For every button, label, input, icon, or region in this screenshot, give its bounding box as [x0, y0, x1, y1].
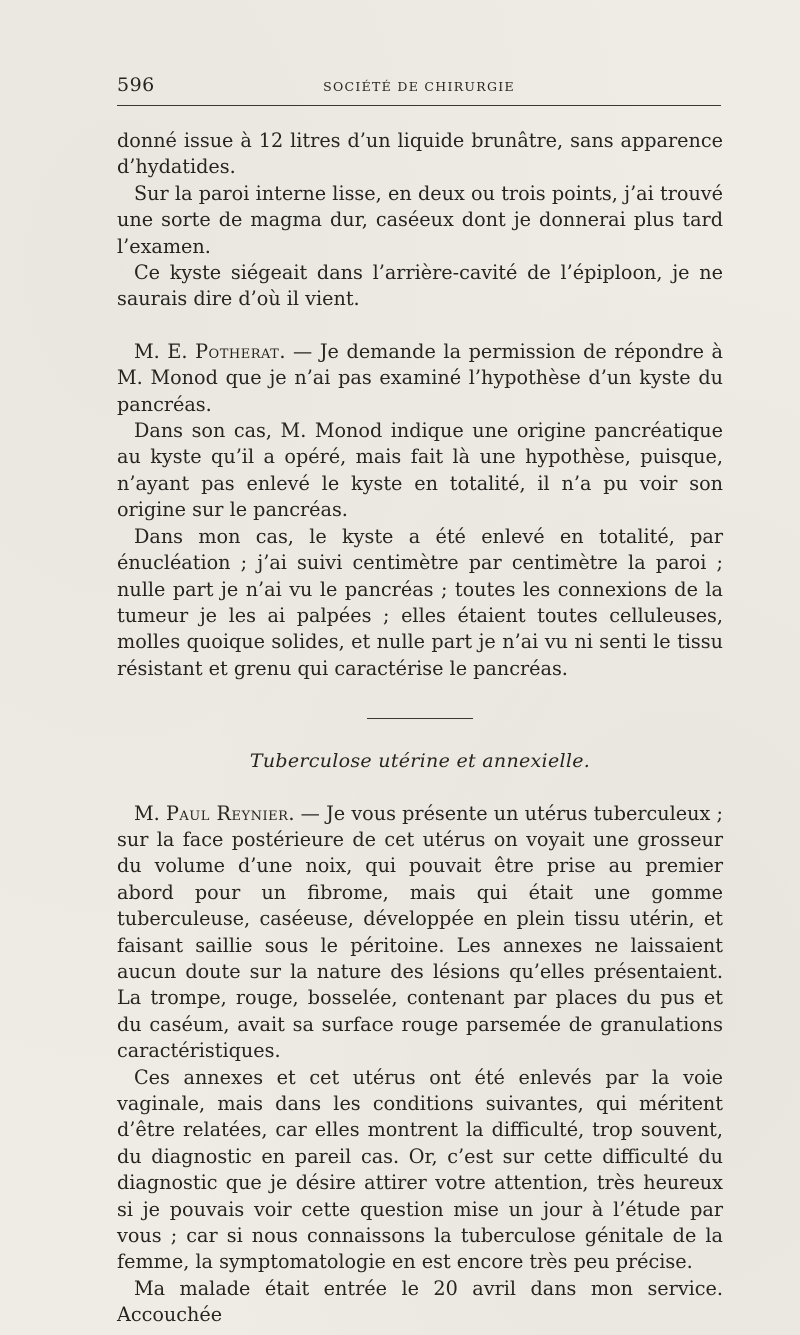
speaker-paragraph	[117, 801, 723, 1065]
speaker-text: . — Je demande la permission de répondre à M. Monod que je n’ai pas examiné l’hypothèse d’un kyste du pancréas.	[117, 339, 723, 416]
speaker-prefix: M.	[134, 801, 160, 825]
page-number: 596	[117, 74, 155, 96]
paragraph: Dans son cas, M. Monod indique une origine pancréatique au kyste qu’il a opéré, mais fait là une hypothèse, puisque, n’ayant pas enlevé le kyste en totalité, il n’a pu voir son origine sur le pancréas.	[117, 419, 723, 522]
section-title: Tuberculose utérine et annexielle.	[249, 750, 591, 773]
paragraph: Dans mon cas, le kyste a été enlevé en totalité, par énucléation ; j’ai suivi centimètre par centimètre la paroi ; nulle part je n’ai vu le pancréas ; toutes les connexions de la tumeur je les ai palpées ; elles étaient toutes celluleuses, molles quoique solides, et nulle part je n’ai vu ni senti le tissu résistant et grenu qui caractérise le pancréas.	[117, 524, 723, 680]
speaker-name: Paul Reynier	[165, 801, 289, 825]
paragraph: donné issue à 12 litres d’un liquide brunâtre, sans apparence d’hydatides.	[117, 129, 723, 179]
speaker-text: . — Je vous présente un utérus tuberculeux ; sur la face postérieure de cet utérus on voyait une grosseur du volume d’une noix, qui pouvait être prise au premier abord pour un fibrome, mais qui était une gomme tuberculeuse, caséeuse, développée en plein tissu utérin, et faisant saillie sous le péritoine. Les annexes ne laissaient aucun doute sur la nature des lésions qu’elles présentaient. La trompe, rouge, bosselée, contenant par places du pus et du caséum, avait sa surface rouge parsemée de granulations caractéristiques.	[117, 801, 724, 1063]
section-separator	[367, 718, 473, 719]
paragraph: Ce kyste siégeait dans l’arrière-cavité de l’épiploon, je ne saurais dire d’où il vient.	[117, 261, 723, 311]
header-rule	[117, 105, 721, 106]
paragraph: Sur la paroi interne lisse, en deux ou trois points, j’ai trouvé une sorte de magma dur, caséeux dont je donnerai plus tard l’examen.	[117, 181, 723, 258]
speaker-paragraph	[117, 339, 723, 418]
paragraph: Ces annexes et cet utérus ont été enlevés par la voie vaginale, mais dans les conditions suivantes, qui méritent d’être relatées, car elles montrent la difficulté, trop souvent, du diagnostic en pareil cas. Or, c’est sur cette difficulté du diagnostic que je désire attirer votre attention, très heureux si je pouvais voir cette question mise un jour à l’étude par vous ; car si nous connaissons la tuberculose génitale de la femme, la symptomatologie en est encore très peu précise.	[117, 1065, 723, 1274]
speaker-name: Potherat	[195, 339, 280, 363]
running-head	[117, 74, 721, 100]
running-title: SOCIÉTÉ DE CHIRURGIE	[323, 79, 515, 94]
paragraph: Ma malade était entrée le 20 avril dans mon service. Accouchée	[117, 1276, 723, 1327]
speaker-prefix: M. E.	[134, 339, 188, 363]
paragraph-gap	[117, 313, 723, 339]
body-text	[117, 128, 723, 1329]
